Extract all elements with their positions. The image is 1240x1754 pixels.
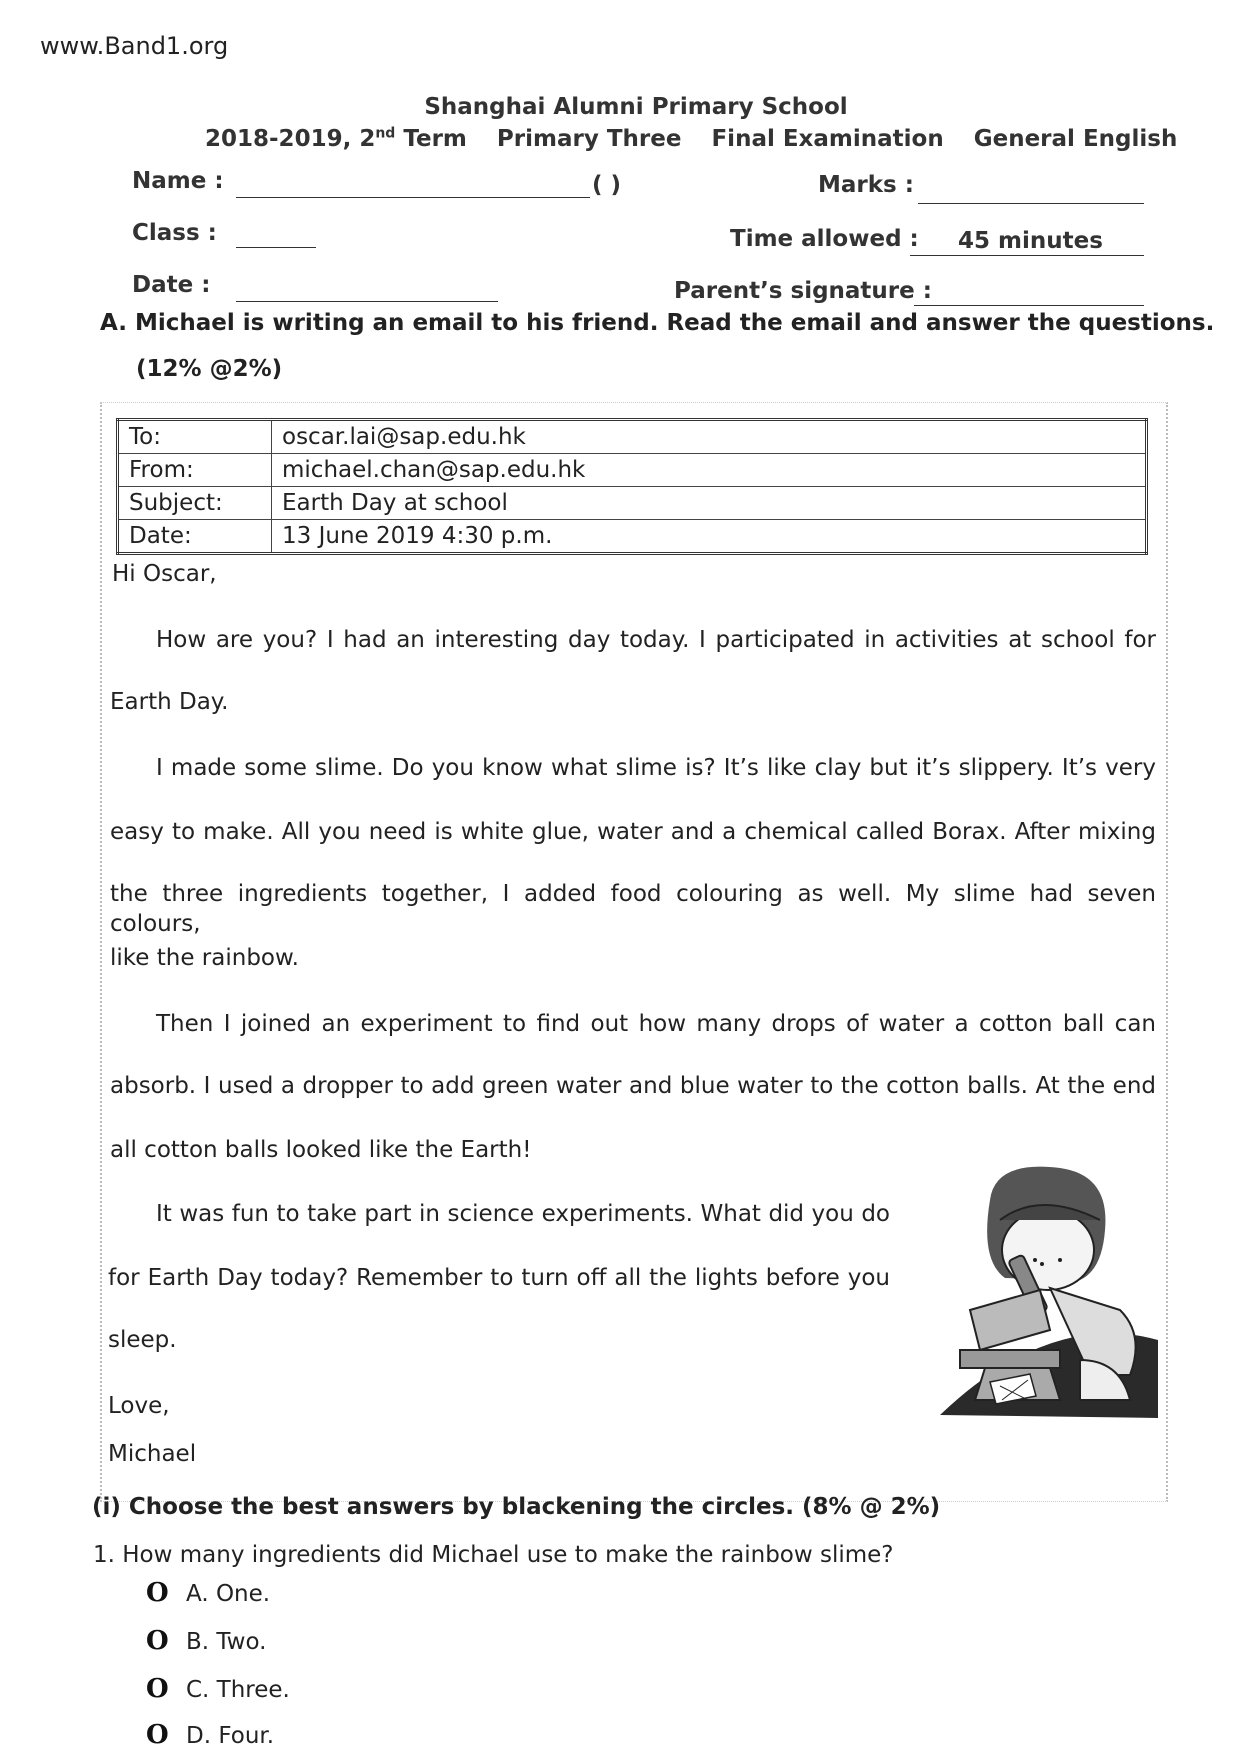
email-line: absorb. I used a dropper to add green water and blue water to the cotton balls. At the end	[110, 1073, 1156, 1099]
email-line: It was fun to take part in science experiments. What did you do	[156, 1201, 890, 1227]
exam-type: Final Examination	[711, 125, 944, 152]
option-d[interactable]	[146, 1720, 274, 1750]
email-header-row	[118, 487, 1147, 520]
name-field[interactable]	[236, 196, 590, 198]
answer-circle-icon[interactable]: O	[146, 1626, 169, 1656]
email-line: the three ingredients together, I added food colouring as well. My slime had seven colours,	[110, 881, 1156, 937]
email-line: all cotton balls looked like the Earth!	[110, 1137, 532, 1163]
option-a[interactable]	[146, 1578, 270, 1608]
time-allowed-label: Time allowed :	[730, 226, 919, 252]
header-key: Subject:	[118, 487, 272, 520]
header-key: To:	[118, 420, 272, 454]
exam-subject: General English	[973, 125, 1178, 152]
answer-circle-icon[interactable]: O	[146, 1720, 169, 1750]
class-label: Class :	[132, 220, 217, 246]
exam-grade: Primary Three	[496, 125, 682, 152]
school-name: Shanghai Alumni Primary School	[424, 94, 848, 120]
header-value: 13 June 2019 4:30 p.m.	[272, 520, 1147, 554]
email-line: I made some slime. Do you know what slime is? It’s like clay but it’s slippery. It’s very	[156, 755, 1156, 781]
section-a-instruction: A. Michael is writing an email to his friend. Read the email and answer the questions.	[100, 310, 1215, 336]
email-line: Then I joined an experiment to find out how many drops of water a cotton ball can	[156, 1011, 1156, 1037]
option-c[interactable]	[146, 1674, 290, 1704]
option-label: A. One.	[186, 1581, 271, 1607]
marks-field[interactable]	[918, 202, 1144, 204]
email-header-row	[118, 420, 1147, 454]
name-label: Name :	[132, 168, 224, 194]
email-header-table	[116, 418, 1148, 555]
option-b[interactable]	[146, 1626, 266, 1656]
email-line: sleep.	[108, 1327, 177, 1353]
email-line: Earth Day.	[110, 689, 229, 715]
date-label: Date :	[132, 272, 211, 298]
answer-circle-icon[interactable]: O	[146, 1674, 169, 1704]
site-url: www.Band1.org	[40, 32, 229, 60]
header-value: oscar.lai@sap.edu.hk	[272, 420, 1147, 454]
email-line: like the rainbow.	[110, 945, 299, 971]
email-closing: Love,	[108, 1393, 170, 1419]
part-i-instruction: (i) Choose the best answers by blackening the circles. (8% @ 2%)	[92, 1494, 941, 1520]
option-label: D. Four.	[186, 1723, 275, 1749]
header-value: Earth Day at school	[272, 487, 1147, 520]
header-key: From:	[118, 454, 272, 487]
email-header-row	[118, 520, 1147, 554]
answer-circle-icon[interactable]: O	[146, 1578, 169, 1608]
option-label: B. Two.	[186, 1629, 267, 1655]
header-key: Date:	[118, 520, 272, 554]
question-1: 1. How many ingredients did Michael use to make the rainbow slime?	[93, 1542, 894, 1568]
email-line: easy to make. All you need is white glue, water and a chemical called Borax. After mixing	[110, 819, 1156, 845]
exam-year-term: 2018-2019, 2nd Term	[205, 125, 467, 152]
class-number-brackets: ( )	[592, 172, 622, 198]
email-line: How are you? I had an interesting day today. I participated in activities at school for	[156, 627, 1156, 653]
time-allowed-line	[910, 254, 1144, 256]
email-signature: Michael	[108, 1441, 197, 1467]
section-a-marks: (12% @2%)	[136, 356, 283, 382]
marks-label: Marks :	[818, 172, 914, 198]
parent-signature-label: Parent’s signature :	[674, 278, 932, 304]
parent-signature-field[interactable]	[914, 304, 1144, 306]
time-allowed-value: 45 minutes	[958, 228, 1103, 254]
header-value: michael.chan@sap.edu.hk	[272, 454, 1147, 487]
email-line: for Earth Day today? Remember to turn off all the lights before you	[108, 1265, 890, 1291]
exam-title-line	[205, 125, 1199, 152]
date-field[interactable]	[236, 300, 498, 302]
class-field[interactable]	[236, 246, 316, 248]
boy-microscope-illustration	[930, 1160, 1160, 1420]
email-header-row	[118, 454, 1147, 487]
option-label: C. Three.	[186, 1677, 290, 1703]
email-greeting: Hi Oscar,	[112, 561, 217, 587]
